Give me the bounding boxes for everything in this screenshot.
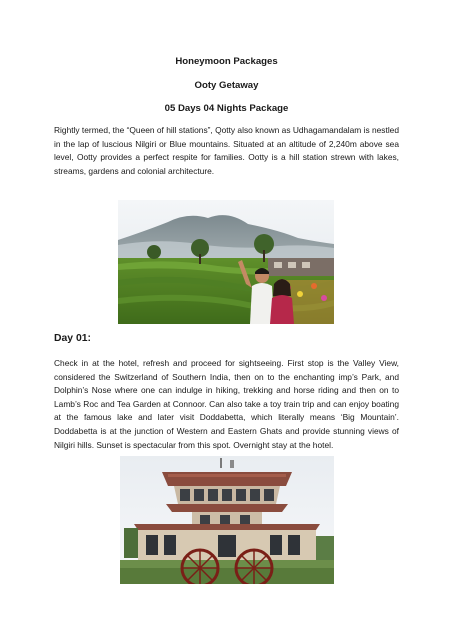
document-title: Honeymoon Packages	[175, 56, 278, 67]
observatory-illustration	[120, 456, 334, 584]
day-01-paragraph: Check in at the hotel, refresh and proceed for sightseeing. First stop is the Valley View, considered the Switzerland of Southern India, then on to the enchanting imp’s Park, and Dolphin’s Nose where one can indulge in hiking, trekking and horse riding and then on to Lamb’s Roc and Tea Garden at Connoor. Can also take a toy train trip and can enjoy boating at the famous lake and later visit Doddabetta, which literally means ‘Big Mountain’. Doddabetta is at the junction of Western and Eastern Ghats and provide stunning views of Nilgiri hills. Sunset is spectacular from this spot. Overnight stay at the hotel.	[54, 358, 399, 450]
tea-garden-illustration	[118, 200, 334, 324]
intro-paragraph: Rightly termed, the “Queen of hill stations”, Qotty also known as Udhagamandalam is nestled in the lap of luscious Nilgiri or Blue mountains. Situated at an altitude of 2,240m above sea level, Ootty provides a perfect respite for families. Ootty is a hill station strewn with lakes, streams, gardens and colonial architecture.	[54, 125, 399, 176]
ooty-couple-photo	[118, 200, 334, 324]
package-duration: 05 Days 04 Nights Package	[164, 103, 289, 114]
day-01-heading: Day 01:	[54, 333, 91, 344]
doddabetta-photo	[120, 456, 334, 584]
document-subtitle: Ooty Getaway	[194, 80, 259, 91]
